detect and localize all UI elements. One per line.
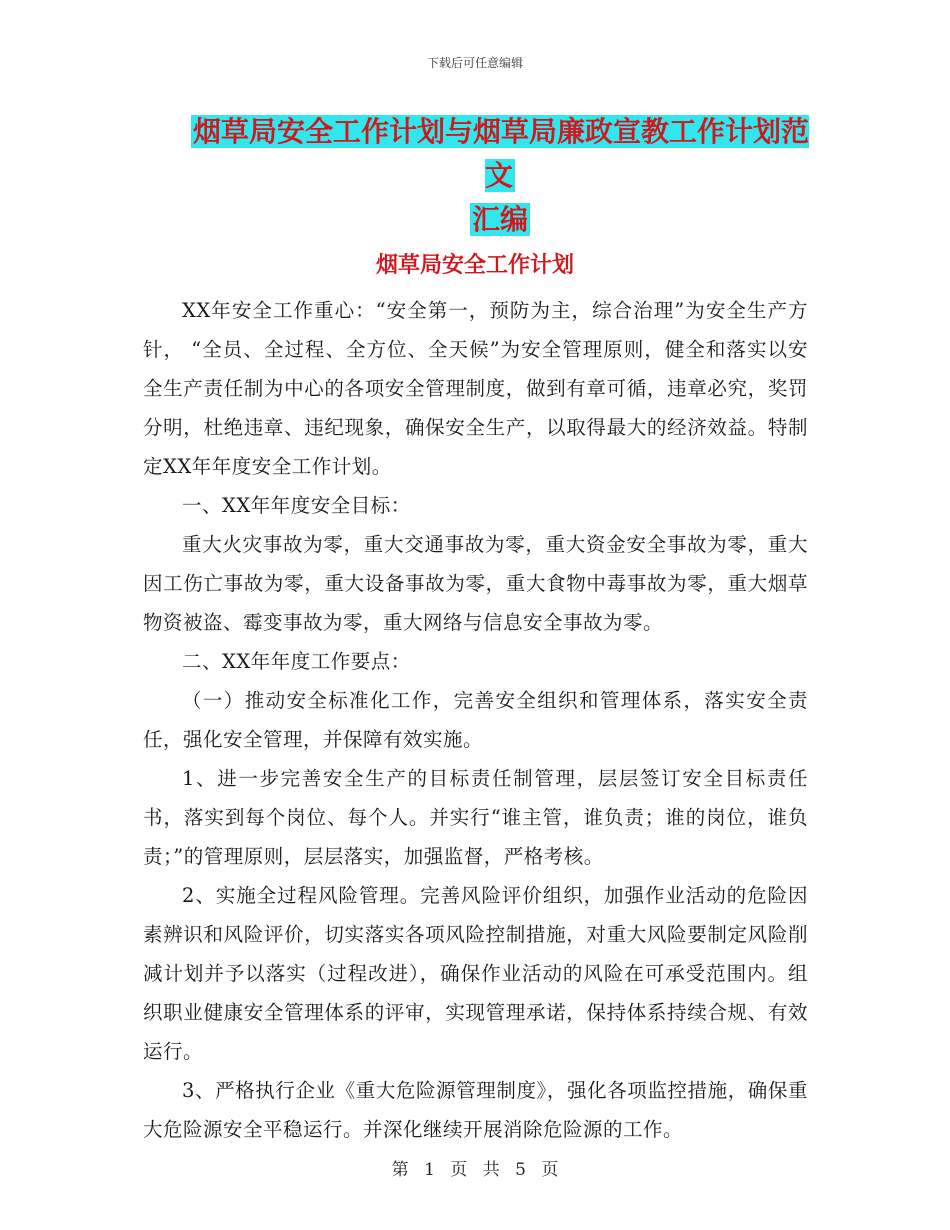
paragraph-item-1: 1、进一步完善安全生产的目标责任制管理，层层签订安全目标责任书，落实到每个岗位、每个人。并实行“谁主管，谁负责；谁的岗位，谁负责；”的管理原则，层层落实，加强监督，严格考核。 xyxy=(143,767,808,868)
body-text xyxy=(143,291,808,1149)
paragraph-item-3: 3、严格执行企业《重大危险源管理制度》，强化各项监控措施，确保重大危险源安全平稳运行。并深化继续开展消除危险源的工作。 xyxy=(143,1079,808,1141)
document-title xyxy=(190,110,810,242)
footer-total-prefix: 共 xyxy=(482,1160,500,1180)
footer-page-unit: 页 xyxy=(450,1160,468,1180)
title-line-2: 汇编 xyxy=(471,203,528,236)
paragraph-heading-points: 二、XX年年度工作要点： xyxy=(182,650,411,673)
section-title: 烟草局安全工作计划 xyxy=(375,253,574,278)
footer-total-unit: 页 xyxy=(541,1160,559,1180)
paragraph-intro: XX年安全工作重心：“安全第一，预防为主，综合治理”为安全生产方针， “全员、全过程、全方位、全天候”为安全管理原则，健全和落实以安全生产责任制为中心的各项安全管理制度，做到有章可循，违章必究，奖罚分明，杜绝违章、违纪现象，确保安全生产，以取得最大的经济效益。特制定XX年年度安全工作计划。 xyxy=(143,299,808,478)
footer-total-pages: 5 xyxy=(515,1160,526,1180)
page-footer xyxy=(0,1155,950,1180)
paragraph-heading-goals: 一、XX年年度安全目标： xyxy=(182,494,411,517)
title-line-1: 烟草局安全工作计划与烟草局廉政宣教工作计划范文 xyxy=(192,115,809,192)
paragraph-point-a: （一）推动安全标准化工作，完善安全组织和管理体系，落实安全责任，强化安全管理，并保障有效实施。 xyxy=(143,689,808,751)
header-note: 下载后可任意编辑 xyxy=(426,56,523,70)
paragraph-goals: 重大火灾事故为零，重大交通事故为零，重大资金安全事故为零，重大因工伤亡事故为零，重大设备事故为零，重大食物中毒事故为零，重大烟草物资被盗、霉变事故为零，重大网络与信息安全事故为零。 xyxy=(143,533,808,634)
footer-prefix: 第 xyxy=(391,1160,409,1180)
footer-page-number: 1 xyxy=(424,1160,435,1180)
paragraph-item-2: 2、实施全过程风险管理。完善风险评价组织，加强作业活动的危险因素辨识和风险评价，切实落实各项风险控制措施，对重大风险要制定风险削减计划并予以落实（过程改进），确保作业活动的风险在可承受范围内。组织职业健康安全管理体系的评审，实现管理承诺，保持体系持续合规、有效运行。 xyxy=(143,884,808,1063)
